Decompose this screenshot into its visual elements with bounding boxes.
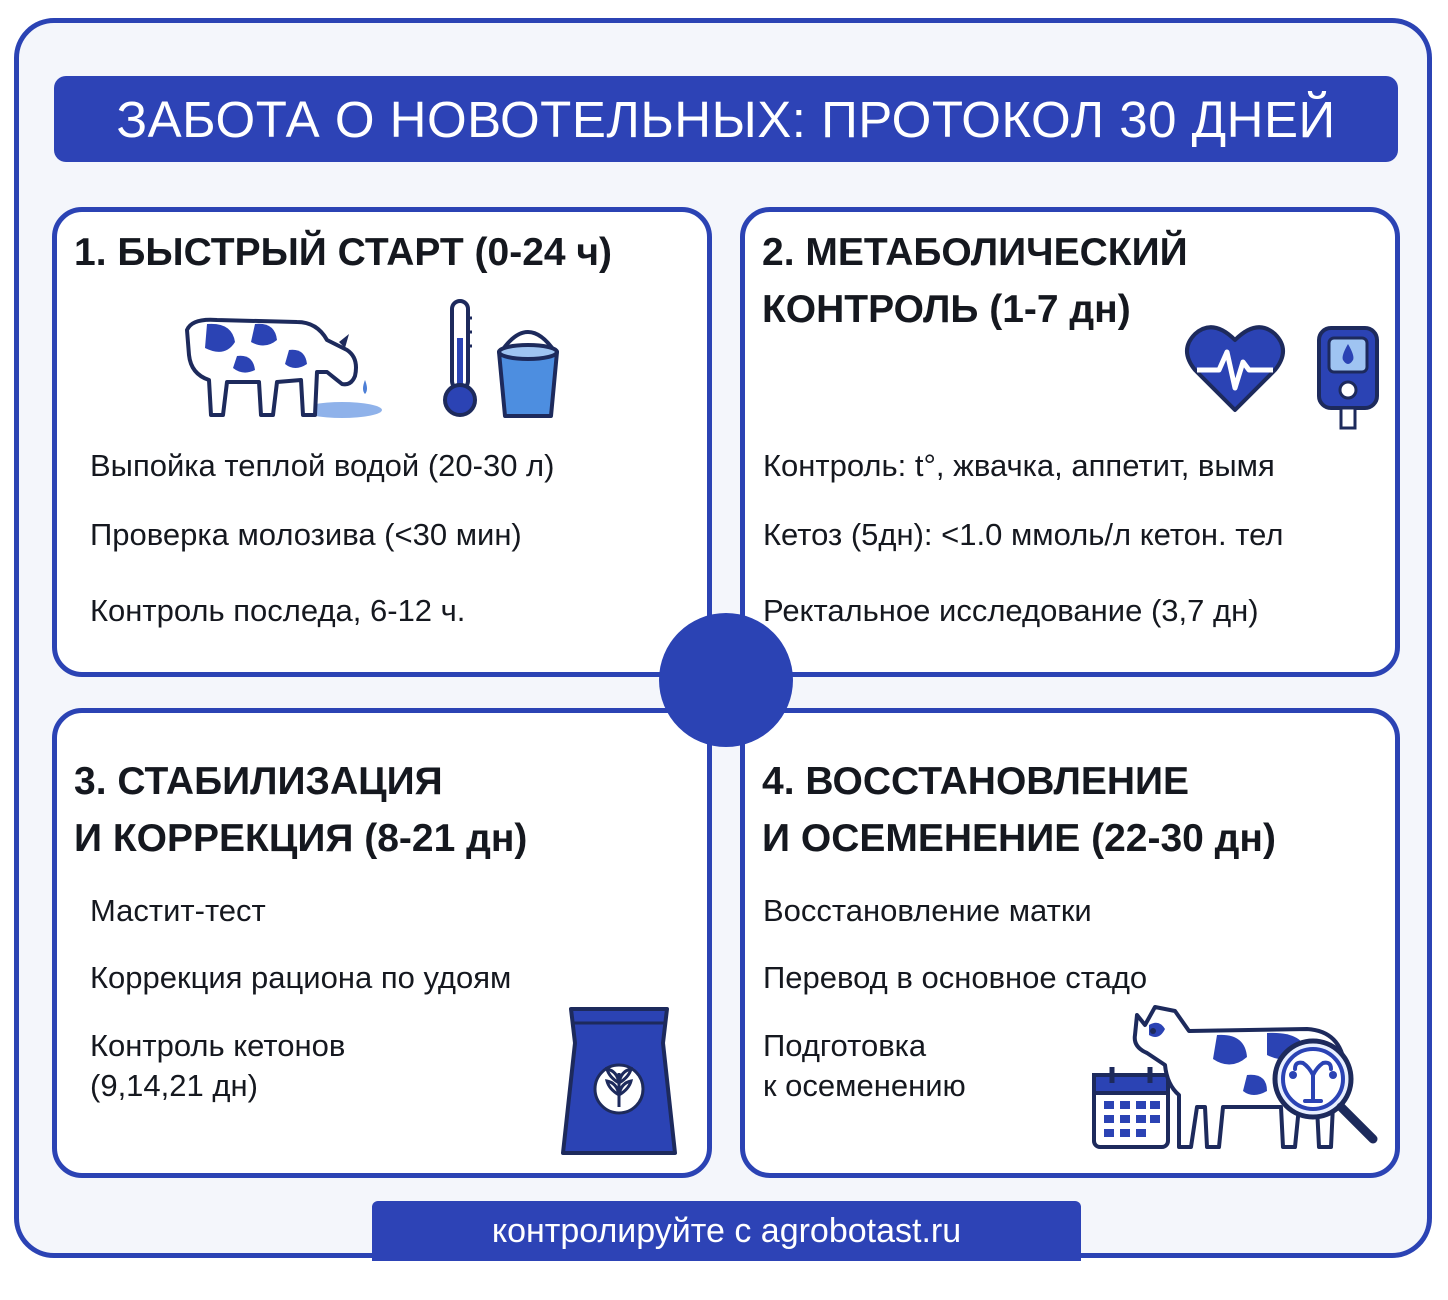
card-title: 4. ВОССТАНОВЛЕНИЕ И ОСЕМЕНЕНИЕ (22-30 дн) xyxy=(762,760,1276,860)
thermometer-icon xyxy=(442,298,478,423)
center-circle xyxy=(659,613,793,747)
list-item: Контроль: t°, жвачка, аппетит, вымя xyxy=(763,448,1275,483)
list-item: Мастит-тест xyxy=(90,893,266,928)
glucometer-icon xyxy=(1315,324,1381,432)
list-item: Контроль последа, 6-12 ч. xyxy=(90,593,466,628)
list-item: Коррекция рациона по удоям xyxy=(90,960,512,995)
card-quick-start xyxy=(52,207,712,677)
list-item: Кетоз (5дн): <1.0 ммоль/л кетон. тел xyxy=(763,517,1284,552)
card-title: 3. СТАБИЛИЗАЦИЯ И КОРРЕКЦИЯ (8-21 дн) xyxy=(74,760,528,860)
bucket-icon xyxy=(495,322,561,420)
footer-link-text[interactable]: контролируйте с agrobotast.ru xyxy=(491,1211,962,1250)
card-stabilization xyxy=(52,708,712,1178)
list-item: Подготовка к осеменению xyxy=(763,1028,966,1103)
title-bar xyxy=(54,76,1398,162)
card-metabolic-control xyxy=(740,207,1400,677)
magnifier-uterus-icon xyxy=(1265,1031,1385,1151)
heart-pulse-icon xyxy=(1185,322,1285,414)
card-title: 1. БЫСТРЫЙ СТАРТ (0-24 ч) xyxy=(74,231,613,274)
card-recovery-insemination xyxy=(740,708,1400,1178)
list-item: Ректальное исследование (3,7 дн) xyxy=(763,593,1259,628)
list-item: Восстановление матки xyxy=(763,893,1092,928)
card-title: 2. МЕТАБОЛИЧЕСКИЙ КОНТРОЛЬ (1-7 дн) xyxy=(762,231,1188,331)
footer-bar xyxy=(372,1201,1081,1261)
list-item: Проверка молозива (<30 мин) xyxy=(90,517,522,552)
list-item: Перевод в основное стадо xyxy=(763,960,1148,995)
feed-bag-icon xyxy=(557,1003,681,1163)
list-item: Контроль кетонов (9,14,21 дн) xyxy=(90,1028,346,1103)
page-title: ЗАБОТА О НОВОТЕЛЬНЫХ: ПРОТОКОЛ 30 ДНЕЙ xyxy=(116,90,1336,148)
cow-drinking-icon xyxy=(177,310,387,425)
list-item: Выпойка теплой водой (20-30 л) xyxy=(90,448,555,483)
